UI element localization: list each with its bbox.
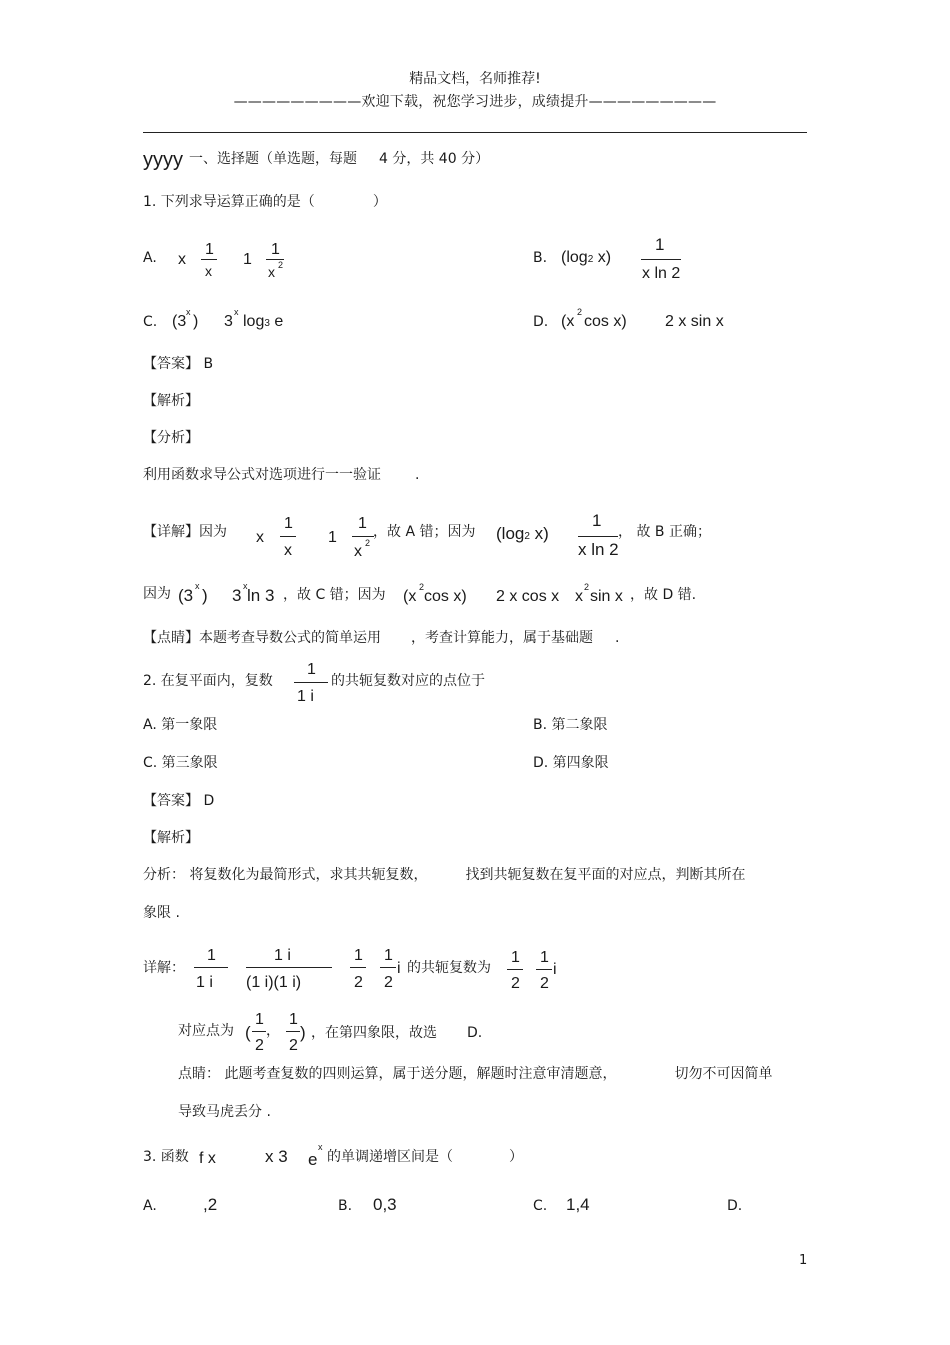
q1-line2-label: 因为 bbox=[143, 586, 171, 602]
q1-detail-bar1 bbox=[280, 536, 296, 537]
q2-answer: 【答案】 D bbox=[143, 793, 215, 809]
q1-option-c-rsup: x bbox=[234, 307, 239, 317]
q3-option-c-value: 1,4 bbox=[566, 1195, 590, 1214]
q2-stem-num: 1 bbox=[307, 661, 316, 678]
q3-option-a-label: A. bbox=[143, 1198, 157, 1214]
q1-line2-rhs: 3 bbox=[232, 586, 242, 605]
q2-dianjing-1: 点睛： 此题考查复数的四则运算，属于送分题，解题时注意审清题意， 切勿不可因简单 bbox=[178, 1066, 773, 1082]
q2-fenxi-3: 象限 . bbox=[143, 905, 180, 921]
q1-detail-one: 1 bbox=[328, 529, 337, 546]
q1-option-a-x: x bbox=[178, 251, 186, 268]
section-title: 一、选择题（单选题，每题 bbox=[189, 151, 357, 167]
q1-line2-x: (x bbox=[403, 588, 417, 605]
q1-option-a-num1: 1 bbox=[205, 241, 214, 258]
q2-option-c: C. 第三象限 bbox=[143, 755, 218, 771]
q3-option-b-value: 0,3 bbox=[373, 1195, 397, 1214]
q3-option-a-value: ,2 bbox=[203, 1195, 218, 1214]
q2-f4-bar bbox=[380, 967, 396, 968]
q1-line2-xsup: 2 bbox=[419, 582, 425, 592]
q2-f6-den: 2 bbox=[540, 975, 549, 992]
q1-option-a-bar1 bbox=[201, 259, 217, 260]
q1-detail-sup: 2 bbox=[365, 538, 371, 548]
q2-dianjing-2: 导致马虎丢分 . bbox=[178, 1104, 271, 1120]
q2-f2-bar bbox=[246, 967, 332, 968]
q1-detail-label: 【详解】因为 bbox=[143, 524, 227, 540]
q1-detail-mid: ，故 A 错；因为 bbox=[373, 524, 476, 540]
q1-option-a-sup: 2 bbox=[278, 260, 284, 270]
q1-detail-num3: 1 bbox=[592, 511, 602, 530]
q2-f2-den: (1 i)(1 i) bbox=[246, 974, 302, 991]
q2-point-d: D. bbox=[467, 1025, 483, 1041]
q2-stem-bar bbox=[294, 682, 328, 683]
q2-f6-num: 1 bbox=[540, 949, 549, 966]
q1-option-b-den: x ln 2 bbox=[642, 265, 681, 282]
q1-option-d-lhs2: cos x) bbox=[584, 313, 627, 330]
q1-line2-cos: cos x) bbox=[424, 588, 467, 605]
q1-fenxi: 【分析】 bbox=[143, 430, 199, 446]
q1-detail-den1: x bbox=[284, 542, 292, 559]
q2-point-end: ，在第四象限，故选 bbox=[311, 1025, 437, 1041]
q1-option-b-bar bbox=[641, 259, 681, 260]
q1-jiexi: 【解析】 bbox=[143, 393, 199, 409]
q1-option-b-lhs: (log2 x) bbox=[561, 249, 612, 266]
q2-option-d: D. 第四象限 bbox=[533, 755, 609, 771]
header-title: 精品文档，名师推荐! bbox=[409, 71, 541, 87]
q1-answer: 【答案】 B bbox=[143, 356, 214, 372]
q2-p1-den: 2 bbox=[255, 1037, 264, 1054]
q1-line2-r1: 2 x cos x bbox=[496, 588, 560, 605]
q1-detail-den3: x ln 2 bbox=[578, 540, 619, 559]
q1-line2-sup: x bbox=[195, 581, 200, 591]
q1-line2-ln: ln 3 bbox=[247, 586, 275, 605]
q1-option-b-label: B. bbox=[533, 250, 548, 266]
q2-p2-num: 1 bbox=[289, 1011, 298, 1028]
q1-option-a-den1: x bbox=[205, 263, 212, 279]
q2-f1-bar bbox=[194, 967, 228, 968]
q1-detail-end: ， 故 B 正确； bbox=[618, 524, 711, 540]
q1-line2-mid: ，故 C 错；因为 bbox=[283, 587, 386, 603]
q1-line2-lhs: (3 bbox=[178, 586, 194, 605]
q2-i2: i bbox=[553, 961, 557, 978]
q1-detail-num2: 1 bbox=[358, 515, 367, 532]
q1-line2-rparen: ) bbox=[202, 586, 208, 605]
q1-option-c-label: C. bbox=[143, 314, 158, 330]
q2-f5-num: 1 bbox=[511, 949, 520, 966]
q2-i: i bbox=[397, 960, 401, 977]
q2-f2-num: 1 i bbox=[274, 947, 291, 964]
q1-option-d-label: D. bbox=[533, 314, 549, 330]
q1-option-d-sup: 2 bbox=[577, 307, 583, 317]
q2-point-lparen: ( bbox=[245, 1023, 251, 1042]
q3-option-c-label: C. bbox=[533, 1198, 548, 1214]
q2-f1-num: 1 bbox=[207, 947, 216, 964]
header-subtitle: —————————欢迎下载，祝您学习进步，成绩提升————————— bbox=[233, 94, 717, 110]
q1-dianjing: 【点睛】本题考查导数公式的简单运用 ，考查计算能力，属于基础题 . bbox=[143, 630, 620, 646]
q1-fenxi-text: 利用函数求导公式对选项进行一一验证 . bbox=[143, 467, 420, 483]
section-score: 4 分，共 40 分） bbox=[379, 151, 490, 167]
q2-f4-den: 2 bbox=[384, 974, 393, 991]
q1-option-d-lhs: (x bbox=[561, 313, 575, 330]
q1-detail-num1: 1 bbox=[284, 515, 293, 532]
q1-option-c-sup: x bbox=[186, 307, 191, 317]
q1-detail-bar3 bbox=[578, 536, 618, 537]
q2-p1-num: 1 bbox=[255, 1011, 264, 1028]
page-number: 1 bbox=[799, 1253, 808, 1268]
q3-e: e bbox=[308, 1150, 318, 1169]
q2-p2-den: 2 bbox=[289, 1037, 298, 1054]
q2-f3-den: 2 bbox=[354, 974, 363, 991]
q1-line2-r3: sin x bbox=[590, 588, 623, 605]
section-prefix: yyyy bbox=[143, 149, 183, 171]
q2-point-rparen: ) bbox=[300, 1023, 306, 1042]
q1-stem: 1. 下列求导运算正确的是（ ） bbox=[143, 194, 387, 210]
q1-line2-r2: x bbox=[575, 588, 583, 605]
q1-option-a-one: 1 bbox=[243, 251, 252, 268]
q2-stem-rest: 的共轭复数对应的点位于 bbox=[331, 673, 485, 689]
q2-f1-den: 1 i bbox=[196, 974, 213, 991]
q1-detail-log: (log2 x) bbox=[496, 524, 549, 543]
q2-detail-mid: 的共轭复数为 bbox=[407, 960, 491, 976]
q1-option-d-rhs: 2 x sin x bbox=[665, 313, 724, 330]
q2-f6-bar bbox=[536, 969, 552, 970]
q1-option-b-num: 1 bbox=[655, 235, 665, 254]
q2-f5-bar bbox=[507, 969, 523, 970]
q2-stem: 2. 在复平面内，复数 bbox=[143, 673, 273, 689]
q1-option-c-lhs: (3 bbox=[172, 313, 187, 330]
q3-stem-rest: 的单调递增区间是（ ） bbox=[327, 1149, 523, 1165]
q2-f3-num: 1 bbox=[354, 947, 363, 964]
q3-option-b-label: B. bbox=[338, 1198, 353, 1214]
q1-option-a-num2: 1 bbox=[271, 241, 280, 258]
q2-fenxi: 分析： 将复数化为最简形式，求其共轭复数， 找到共轭复数在复平面的对应点，判断其所在 bbox=[143, 867, 746, 883]
q2-p2-bar bbox=[286, 1031, 300, 1032]
q1-option-c-rhs: 3 bbox=[224, 313, 233, 330]
q2-point-comma: ， bbox=[266, 1023, 280, 1039]
q3-fx: f x bbox=[199, 1150, 216, 1167]
q1-detail-den2: x bbox=[354, 543, 362, 560]
q1-detail-bar2 bbox=[352, 536, 374, 537]
q1-line2-rsup: x bbox=[243, 581, 248, 591]
q1-line2-r2sup: 2 bbox=[584, 582, 590, 592]
q1-option-c-log: log3 e bbox=[243, 313, 284, 330]
q1-detail-x: x bbox=[256, 529, 264, 546]
q2-f3-bar bbox=[350, 967, 366, 968]
q2-point-label: 对应点为 bbox=[178, 1023, 234, 1039]
q1-option-a-label: A. bbox=[143, 250, 157, 266]
q1-line2-end: ，故 D 错. bbox=[630, 587, 697, 603]
section-heading bbox=[143, 150, 489, 170]
q2-f4-num: 1 bbox=[384, 947, 393, 964]
q1-option-c-rparen: ) bbox=[193, 313, 199, 330]
q3-stem: 3. 函数 bbox=[143, 1149, 189, 1165]
header-divider bbox=[143, 132, 807, 133]
q2-p1-bar bbox=[252, 1031, 266, 1032]
q2-f5-den: 2 bbox=[511, 975, 520, 992]
q2-option-a: A. 第一象限 bbox=[143, 717, 218, 733]
q3-option-d-label: D. bbox=[727, 1198, 743, 1214]
q2-detail-label: 详解： bbox=[143, 960, 185, 976]
q2-option-b: B. 第二象限 bbox=[533, 717, 608, 733]
q3-esup: x bbox=[318, 1142, 323, 1152]
q2-jiexi: 【解析】 bbox=[143, 830, 199, 846]
q2-stem-den: 1 i bbox=[297, 688, 314, 705]
q3-mid: x 3 bbox=[265, 1147, 288, 1166]
q1-option-a-den2: x bbox=[268, 264, 275, 280]
